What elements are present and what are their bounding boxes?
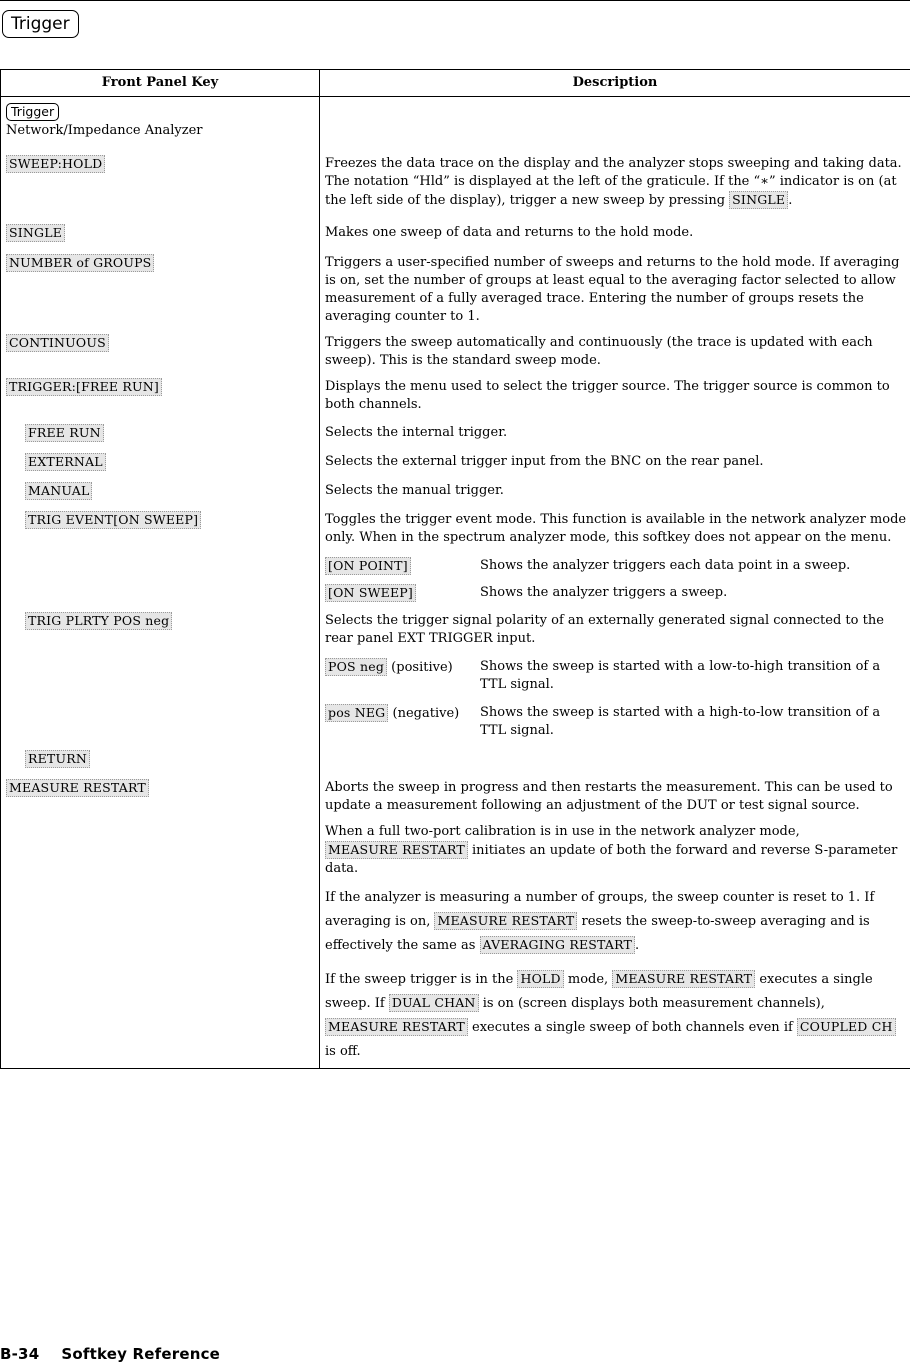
section-title: Softkey Reference	[61, 1345, 221, 1363]
page-number: B-34	[0, 1345, 40, 1363]
single-desc: Makes one sweep of data and returns to the hold mode.	[320, 218, 910, 250]
pos-neg-negative-softkey[interactable]: pos NEG	[325, 704, 388, 722]
pos-neg-negative-desc: Shows the sweep is started with a high-to-low transition of a TTL signal.	[480, 705, 881, 738]
on-sweep-softkey[interactable]: [ON SWEEP]	[325, 584, 416, 602]
manual-softkey[interactable]: MANUAL	[25, 482, 92, 500]
trigger-sub-label: Network/Impedance Analyzer	[6, 123, 203, 138]
trigger-free-run-softkey[interactable]: TRIGGER:[FREE RUN]	[6, 378, 162, 396]
free-run-softkey[interactable]: FREE RUN	[25, 424, 104, 442]
top-rule	[0, 0, 910, 1]
return-softkey[interactable]: RETURN	[25, 750, 90, 768]
free-run-desc: Selects the internal trigger.	[320, 420, 910, 450]
trig-plrty-softkey[interactable]: TRIG PLRTY POS neg	[25, 612, 172, 630]
single-softkey[interactable]: SINGLE	[6, 224, 65, 242]
continuous-desc: Triggers the sweep automatically and continuously (the trace is updated with each sweep). This is the standard sweep mode.	[320, 334, 910, 378]
single-softkey-ref[interactable]: SINGLE	[729, 191, 788, 209]
trig-event-softkey[interactable]: TRIG EVENT[ON SWEEP]	[25, 511, 201, 529]
on-sweep-desc: Shows the analyzer triggers a sweep.	[480, 585, 728, 600]
col-header-key: Front Panel Key	[1, 70, 320, 97]
sweep-hold-desc: Freezes the data trace on the display and the analyzer stops sweeping and taking data. The notation “Hld” is displayed at the left of the graticule. If the “∗” indicator is on (at the left side of the display), trigger a new sweep by pressing	[325, 156, 902, 208]
external-softkey[interactable]: EXTERNAL	[25, 453, 106, 471]
col-header-desc: Description	[320, 70, 910, 97]
sweep-hold-softkey[interactable]: SWEEP:HOLD	[6, 155, 105, 173]
measure-restart-desc-1: Aborts the sweep in progress and then restarts the measurement. This can be used to update a measurement following an adjustment of the DUT or test signal source.	[325, 780, 893, 813]
softkey-table: Front Panel Key Description Trigger Network/Impedance Analyzer SWEEP:HOLD Freezes the data trace on the display and the analyzer stops sweeping and taking data. The notation “Hld” is displayed at the left of the graticule. If the “∗” indicator is on (at the left side of the display), trigger a new sweep by pressing SINGLE . SINGLE Makes one sweep of data and returns to the hold mode. NUMBER of GROUPS Triggers a user-specified number of sweeps and returns to the hold mode. If averaging is on, set the number of groups at least equal to the averaging factor selected to allow measurement of a fully averaged trace. Entering the number of groups resets the averaging counter to 1. CONTINUOUS Triggers the sweep automatically and continuously (the trace is updated with each sweep). This is the standard sweep mode. TRIGGER:[FREE RUN] Displays the menu used to select the trigger source. The trigger source is common to both channels. FREE RUN Selects the internal trigger. EXTERNAL Selects the external trigger input from the BNC on the rear panel. MANUAL Selects the manual trigger. TRIG EVENT[ON SWEEP] Toggles the trigger event mode. This function is available in the network analyzer mode only. When in the spectrum analyzer mode, this softkey does not appear on the menu. [ON POINT] Shows the analyzer triggers each data point in a sweep. [ON SWEEP] Shows the analyzer triggers a sweep. TRIG PLRTY POS neg Selects the trigger signal polarity of an externally generated signal connected to the rear panel EXT TRIGGER input. POS neg (positive) Shows the sweep is started with a low-to-high transition of a TTL signal. pos NEG (negative) Shows the sweep is started with a high-to-low transition of a TTL signal. RETURN MEASURE RESTART Aborts the sweep in progress and then restarts the measurement. This can be used to update a measurement following an adjustment of the DUT or test signal source. When a full two-port calibration is in use in the network analyzer mode, MEASURE RESTART initiates an update of both the forward and reverse S-parameter data. If the analyzer is measuring a number of groups, the sweep counter is reset to 1. If averaging is on, MEASURE RESTART resets the sweep-to-sweep averaging and is effectively the same as AVERAGING RESTART . If the sweep trigger is in the HOLD mode, MEASURE RESTART executes a single sweep. If DUAL CHAN is on (screen displays both measurement channels), MEASURE RESTART executes a single sweep of both channels even if COUPLED CH is off.	[0, 69, 910, 1069]
page-footer	[0, 1345, 242, 1363]
measure-restart-desc-2: When a full two-port calibration is in use in the network analyzer mode, MEASURE RESTART initiates an update of both the forward and reverse S-parameter data.	[325, 824, 898, 876]
pos-neg-desc: Shows the sweep is started with a low-to-high transition of a TTL signal.	[480, 659, 881, 692]
trigger-key[interactable]: Trigger	[6, 103, 59, 121]
on-point-softkey[interactable]: [ON POINT]	[325, 557, 411, 575]
number-of-groups-softkey[interactable]: NUMBER of GROUPS	[6, 254, 154, 272]
continuous-softkey[interactable]: CONTINUOUS	[6, 334, 109, 352]
measure-restart-desc-4: If the sweep trigger is in the HOLD mode, MEASURE RESTART executes a single sweep. If DUAL CHAN is on (screen displays both measurement channels), MEASURE RESTART executes a single sweep of both channels even if COUPLED CH is off.	[325, 968, 910, 1064]
pos-neg-softkey[interactable]: POS neg	[325, 658, 387, 676]
manual-desc: Selects the manual trigger.	[320, 479, 910, 508]
on-point-desc: Shows the analyzer triggers each data point in a sweep.	[480, 558, 851, 573]
trigger-hardkey[interactable]: Trigger	[2, 10, 79, 38]
measure-restart-softkey[interactable]: MEASURE RESTART	[6, 779, 149, 797]
number-of-groups-desc: Triggers a user-specified number of sweeps and returns to the hold mode. If averaging is on, set the number of groups at least equal to the averaging factor selected to allow measurement of a fully averaged trace. Entering the number of groups resets the averaging counter to 1.	[320, 250, 910, 334]
trig-plrty-desc: Selects the trigger signal polarity of an externally generated signal connected to the rear panel EXT TRIGGER input.	[325, 613, 884, 646]
measure-restart-desc-3: If the analyzer is measuring a number of groups, the sweep counter is reset to 1. If averaging is on, MEASURE RESTART resets the sweep-to-sweep averaging and is effectively the same as AVERAGING RESTART .	[325, 890, 875, 953]
trigger-free-run-desc: Displays the menu used to select the trigger source. The trigger source is common to both channels.	[320, 378, 910, 420]
external-desc: Selects the external trigger input from the BNC on the rear panel.	[320, 450, 910, 479]
trig-event-desc: Toggles the trigger event mode. This function is available in the network analyzer mode only. When in the spectrum analyzer mode, this softkey does not appear on the menu.	[325, 512, 907, 545]
